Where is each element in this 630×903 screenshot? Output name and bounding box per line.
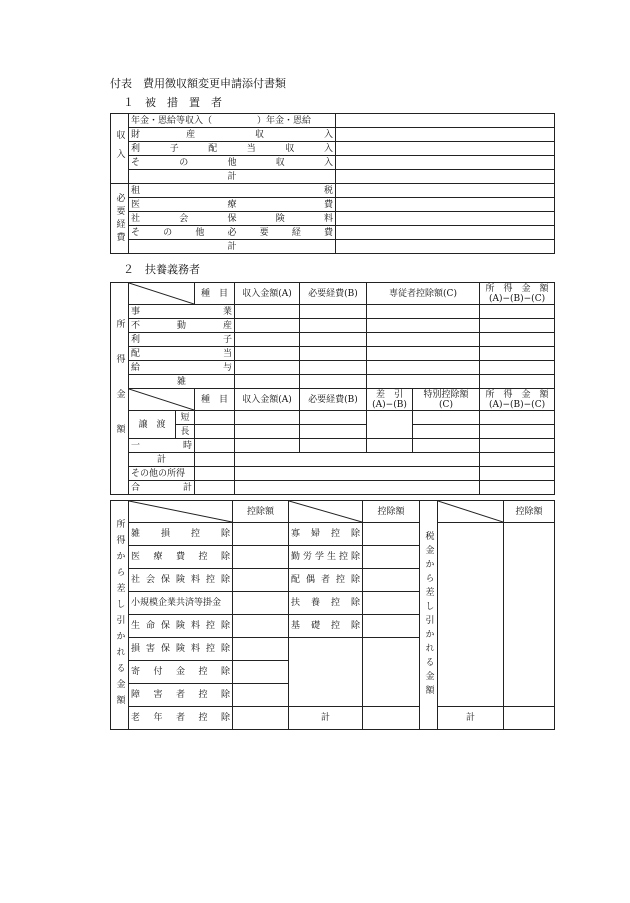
expense-header: 必要経費(B) [300,283,367,305]
value-cell[interactable] [300,319,367,333]
deduction-amount-header: 控除額 [233,501,289,523]
deduction-item: 医療費控除 [129,546,233,569]
value-cell[interactable] [367,411,413,439]
tax-deduction-side-label: 税金から差し引かれる金額 [420,501,438,730]
blank-cell [235,481,480,495]
value-cell[interactable] [336,114,555,128]
value-cell[interactable] [363,546,420,569]
value-cell[interactable] [336,156,555,170]
value-cell[interactable] [233,569,289,592]
income-row-label: 利 子 配 当 収 入 [129,142,336,156]
value-cell[interactable] [235,375,300,389]
value-cell[interactable] [480,347,555,361]
value-cell[interactable] [480,425,555,439]
value-cell[interactable] [300,347,367,361]
deduction-item: 寡婦控除 [289,523,363,546]
form-title: 付表 費用徴収額変更申請添付書類 [110,77,286,90]
difference-header: 差 引 (A)−(B) [367,389,413,411]
value-cell[interactable] [235,439,300,453]
value-cell[interactable] [300,305,367,319]
diagonal-cell [129,501,233,523]
right-total-label: 計 [438,707,504,730]
value-cell[interactable] [413,439,480,453]
value-cell[interactable] [235,347,300,361]
other-income-label: その他の所得 [129,467,195,481]
value-cell[interactable] [233,707,289,730]
value-cell[interactable] [363,523,420,546]
amount-header: 所 得 金 額 (A)−(B)−(C) [480,283,555,305]
diagonal-cell [438,501,504,523]
kind-header-2: 種 目 [195,389,235,411]
value-cell[interactable] [504,523,555,707]
value-cell[interactable] [480,467,555,481]
value-cell[interactable] [413,411,480,425]
value-cell[interactable] [336,212,555,226]
value-cell[interactable] [438,523,504,707]
value-cell[interactable] [480,375,555,389]
grand-total-label: 合 計 [129,481,195,495]
value-cell[interactable] [195,467,235,481]
expense-total-label: 計 [129,240,336,254]
value-cell[interactable] [195,481,235,495]
value-cell[interactable] [233,615,289,638]
income-header: 収入金額(A) [235,283,300,305]
value-cell[interactable] [363,569,420,592]
income-row-label: 年金・恩給等収入（ ）年金・恩給 [129,114,336,128]
deduction-item: 配偶者控除 [289,569,363,592]
value-cell[interactable] [336,184,555,198]
value-cell[interactable] [300,411,367,425]
expense-row-label: 医 療 費 [129,198,336,212]
transfer-long-label: 長 [176,425,195,439]
expense-row-label: 社 会 保 険 料 [129,212,336,226]
value-cell[interactable] [195,439,235,453]
diagonal-cell [129,389,195,411]
income-item-label: 給 与 [129,361,235,375]
section2-heading: ２ 扶養義務者 [123,263,200,276]
income-group-label: 収入 [111,114,129,184]
amount-header-2: 所 得 金 額 (A)−(B)−(C) [480,389,555,411]
section1-heading: １ 被 措 置 者 [123,96,222,109]
section2-table [110,282,555,495]
diagonal-cell [129,283,195,305]
income-item-label: 不動産 [129,319,235,333]
expense-header-2: 必要経費(B) [300,389,367,411]
value-cell[interactable] [300,333,367,347]
value-cell[interactable] [233,638,289,661]
blank-cell [235,453,480,467]
income-total-label: 計 [129,170,336,184]
income-item-label: 配 当 [129,347,235,361]
income-amount-side-label: 所得金額 [111,283,129,495]
value-cell[interactable] [235,305,300,319]
expense-row-label: 租 税 [129,184,336,198]
mid-total-label: 計 [289,707,363,730]
deductions-table [110,500,555,730]
special-deduction-header: 特別控除額 (C) [413,389,480,411]
deduction-item: 寄付金控除 [129,661,233,684]
value-cell[interactable] [336,226,555,240]
value-cell[interactable] [300,439,367,453]
value-cell[interactable] [363,707,420,730]
deduction-item: 生命保険料控除 [129,615,233,638]
value-cell[interactable] [235,361,300,375]
value-cell[interactable] [367,319,480,333]
deduction-item: 小規模企業共済等掛金 [129,592,233,615]
transfer-label: 譲 渡 [129,411,176,439]
blank-cell [289,638,363,707]
diagonal-cell [289,501,363,523]
income-item-label: 雑 [129,375,235,389]
value-cell[interactable] [233,684,289,707]
value-cell[interactable] [480,453,555,467]
value-cell[interactable] [367,305,480,319]
blank-cell [363,638,420,707]
value-cell[interactable] [504,707,555,730]
deduction-side-label: 所得から差し引かれる金額 [111,501,129,730]
value-cell[interactable] [235,319,300,333]
value-cell[interactable] [235,411,300,425]
kind-header: 種 目 [195,283,235,305]
value-cell[interactable] [300,375,367,389]
value-cell[interactable] [336,170,555,184]
onetime-label: 一 時 [129,439,195,453]
deduction-item: 障害者控除 [129,684,233,707]
value-cell[interactable] [367,333,480,347]
value-cell[interactable] [195,425,235,439]
deduction-item: 社会保険料控除 [129,569,233,592]
section1-table [110,113,555,254]
value-cell[interactable] [233,546,289,569]
value-cell[interactable] [480,439,555,453]
value-cell[interactable] [336,142,555,156]
income-item-label: 利 子 [129,333,235,347]
value-cell[interactable] [235,333,300,347]
deduction-amount-header-2: 控除額 [363,501,420,523]
value-cell[interactable] [367,347,480,361]
value-cell[interactable] [300,425,367,439]
value-cell[interactable] [336,128,555,142]
value-cell[interactable] [195,453,235,467]
transfer-short-label: 短 [176,411,195,425]
value-cell[interactable] [363,615,420,638]
income-row-label: 財 産 収 入 [129,128,336,142]
value-cell[interactable] [233,661,289,684]
value-cell[interactable] [300,361,367,375]
value-cell[interactable] [367,439,413,453]
value-cell[interactable] [480,411,555,425]
blank-cell [235,467,480,481]
value-cell[interactable] [480,305,555,319]
expense-group-label: 必要経費 [111,184,129,254]
value-cell[interactable] [367,375,480,389]
value-cell[interactable] [480,319,555,333]
value-cell[interactable] [336,198,555,212]
value-cell[interactable] [367,361,480,375]
value-cell[interactable] [336,240,555,254]
income-item-label: 事 業 [129,305,235,319]
value-cell[interactable] [413,425,480,439]
value-cell[interactable] [480,333,555,347]
income-header-2: 収入金額(A) [235,389,300,411]
value-cell[interactable] [233,523,289,546]
expense-row-label: そ の 他 必 要 経 費 [129,226,336,240]
value-cell[interactable] [195,411,235,425]
spouse-deduction-header: 専従者控除額(C) [367,283,480,305]
deduction-item: 老年者控除 [129,707,233,730]
deduction-item: 損害保険料控除 [129,638,233,661]
value-cell[interactable] [233,592,289,615]
value-cell[interactable] [235,425,300,439]
deduction-item: 基礎控除 [289,615,363,638]
deduction-item: 雑損控除 [129,523,233,546]
value-cell[interactable] [480,481,555,495]
subtotal-label: 計 [129,453,195,467]
tax-deduction-amount-header: 控除額 [504,501,555,523]
deduction-item: 扶養控除 [289,592,363,615]
value-cell[interactable] [480,361,555,375]
income-row-label: そ の 他 収 入 [129,156,336,170]
value-cell[interactable] [363,592,420,615]
deduction-item: 勤労学生控除 [289,546,363,569]
